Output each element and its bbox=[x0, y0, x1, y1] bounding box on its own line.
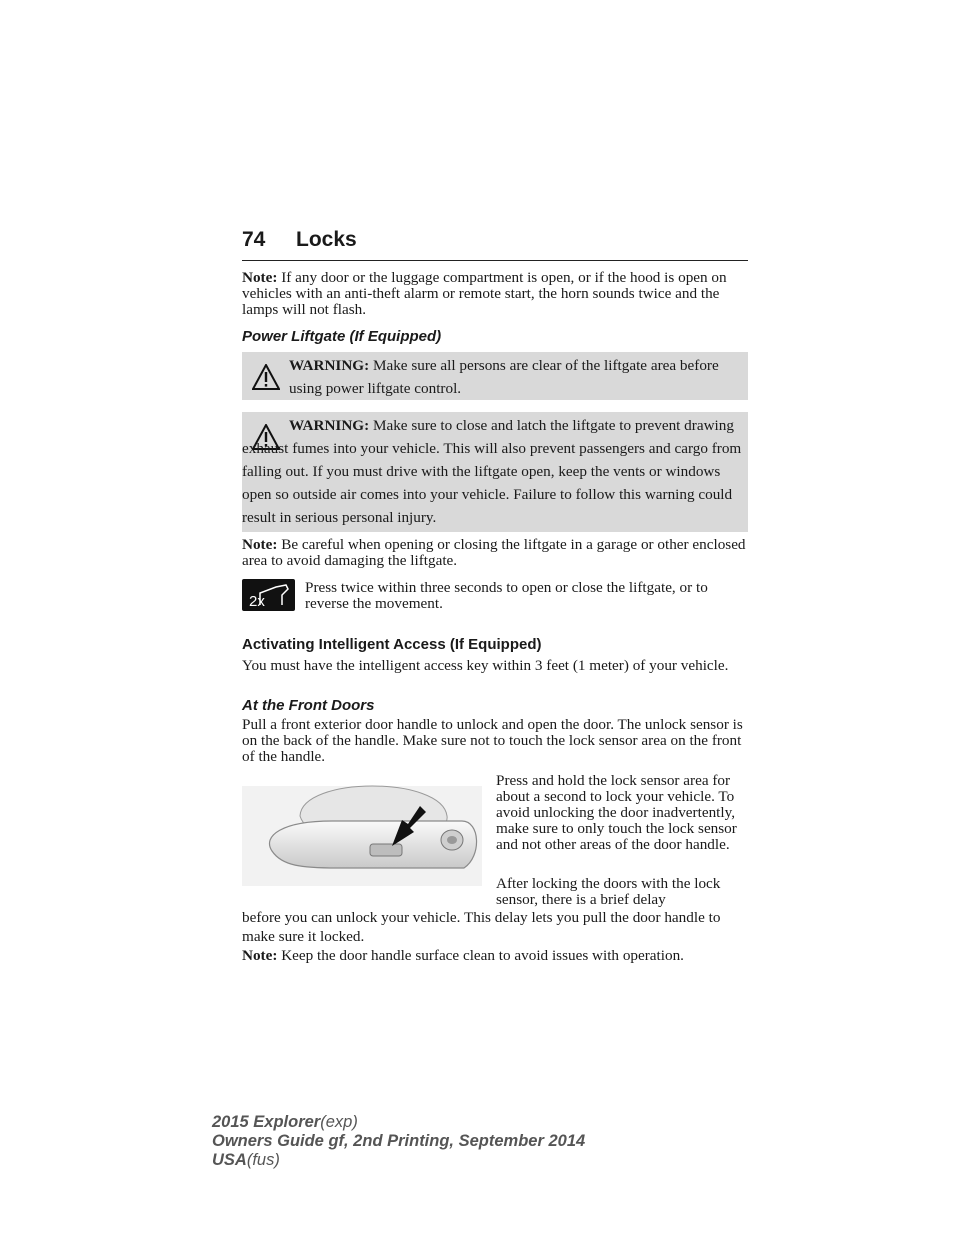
note-door-handle bbox=[242, 948, 748, 964]
intelligent-access-heading: Activating Intelligent Access (If Equipped) bbox=[242, 636, 542, 653]
liftgate-button-icon bbox=[242, 579, 295, 611]
liftgate-open-icon bbox=[242, 579, 295, 611]
footer-model: 2015 Explorer bbox=[212, 1113, 321, 1131]
lock-sensor-para: Press and hold the lock sensor area for about a second to lock your vehicle. To avoid unlocking the door inadvertently, make sure to only touch the lock sensor and not other areas of the door handle. bbox=[496, 772, 737, 853]
footer-line-1 bbox=[212, 1114, 358, 1131]
note-label: Note: bbox=[242, 269, 278, 286]
note-text: Keep the door handle surface clean to avoid issues with operation. bbox=[281, 947, 684, 964]
note-text: Be careful when opening or closing the liftgate in a garage or other enclosed area to avoid damaging the liftgate. bbox=[242, 536, 746, 569]
lock-delay-para-a: After locking the doors with the lock sensor, there is a brief delay bbox=[496, 875, 721, 908]
liftgate-icon-description: Press twice within three seconds to open or close the liftgate, or to reverse the movement. bbox=[305, 579, 708, 612]
warning-label: WARNING: bbox=[289, 357, 370, 374]
note-label: Note: bbox=[242, 947, 278, 964]
warning-box-1 bbox=[242, 352, 748, 400]
warning-triangle-icon bbox=[252, 364, 280, 390]
footer-line-3 bbox=[212, 1152, 280, 1169]
warning-label: WARNING: bbox=[289, 417, 370, 434]
door-handle-illustration bbox=[242, 776, 482, 896]
footer-market: USA bbox=[212, 1151, 247, 1169]
footer-market-code: (fus) bbox=[246, 1151, 280, 1169]
footer-line-2: Owners Guide gf, 2nd Printing, September 2014 bbox=[212, 1132, 586, 1150]
note-text: If any door or the luggage compartment is open, or if the hood is open on vehicles with an anti-theft alarm or remote start, the horn sounds twice and the lamps will not flash. bbox=[242, 269, 727, 318]
warning-text-1 bbox=[289, 354, 741, 400]
header-rule bbox=[242, 260, 748, 261]
intelligent-access-intro: You must have the intelligent access key within 3 feet (1 meter) of your vehicle. bbox=[242, 657, 729, 674]
warning-box-2 bbox=[242, 412, 748, 532]
front-doors-para: Pull a front exterior door handle to unlock and open the door. The unlock sensor is on the back of the handle. Make sure not to touch the lock sensor area on the front of the handle. bbox=[242, 716, 743, 765]
liftgate-icon-label: 2x bbox=[249, 593, 265, 610]
page-number: 74 bbox=[242, 228, 266, 251]
note-label: Note: bbox=[242, 536, 278, 553]
power-liftgate-heading: Power Liftgate (If Equipped) bbox=[242, 328, 442, 345]
note-hood bbox=[242, 270, 748, 318]
warning-body: Make sure to close and latch the liftgate to prevent drawing exhaust fumes into your vehicle. This will also prevent passengers and cargo from falling out. If you must drive with the liftgate open, keep the vents or windows open so outside air comes into your vehicle. Failure to follow this warning could result in serious personal injury. bbox=[242, 417, 742, 526]
section-title: Locks bbox=[296, 228, 357, 251]
warning-text-2 bbox=[242, 414, 742, 529]
lock-delay-para-b: before you can unlock your vehicle. This delay lets you pull the door handle to make sure it locked. bbox=[242, 909, 721, 945]
footer-model-code: (exp) bbox=[320, 1113, 358, 1131]
note-liftgate bbox=[242, 537, 748, 569]
front-doors-heading: At the Front Doors bbox=[242, 697, 375, 714]
warning-body: Make sure all persons are clear of the liftgate area before using power liftgate control. bbox=[289, 357, 719, 397]
